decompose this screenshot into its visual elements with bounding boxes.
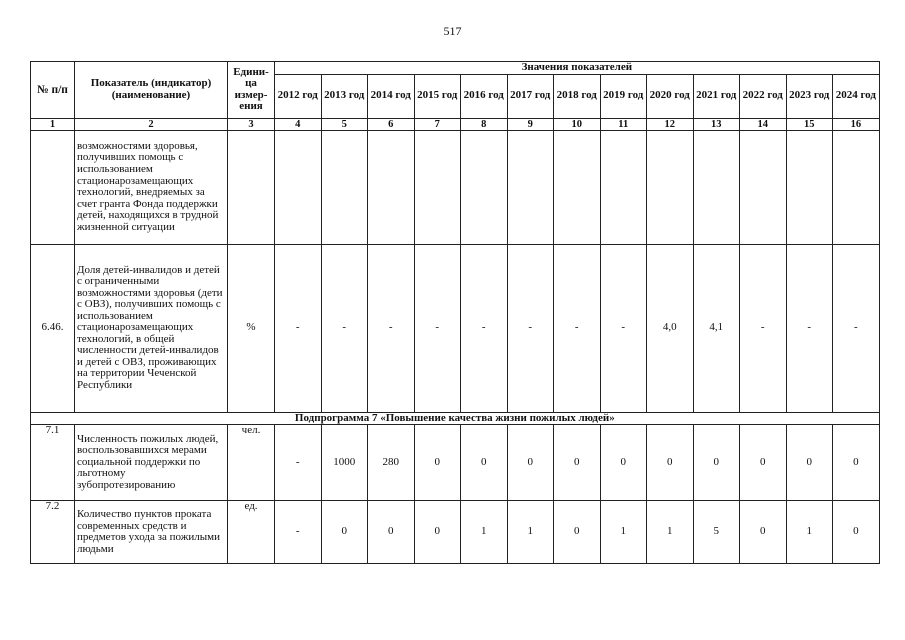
value-cell: -: [321, 244, 368, 412]
header-year: 2017 год: [507, 74, 554, 118]
indicator-name: Численность пожилых людей, воспользовавшихся мерами социальной поддержки по льготному зубопротезированию: [75, 425, 228, 501]
table-row: [31, 425, 880, 501]
value-cell: -: [740, 244, 787, 412]
indicator-name: Количество пунктов проката современных средств и предметов ухода за пожилыми людьми: [75, 501, 228, 564]
value-cell: 0: [833, 501, 880, 564]
column-number: 15: [786, 118, 833, 130]
table-row: [31, 244, 880, 412]
value-cell: -: [507, 244, 554, 412]
value-cell: 280: [368, 425, 415, 501]
value-cell: 1: [507, 501, 554, 564]
header-year: 2022 год: [740, 74, 787, 118]
row-number: 6.46.: [31, 244, 75, 412]
value-cell: 5: [693, 501, 740, 564]
value-cell: -: [600, 244, 647, 412]
header-year: 2020 год: [647, 74, 694, 118]
value-cell: 0: [554, 501, 601, 564]
column-number: 11: [600, 118, 647, 130]
value-cell: 0: [507, 425, 554, 501]
value-cell: 0: [600, 425, 647, 501]
value-cell: 0: [414, 501, 461, 564]
column-number: 3: [228, 118, 275, 130]
column-number: 16: [833, 118, 880, 130]
value-cell: 0: [693, 425, 740, 501]
column-number: 4: [275, 118, 322, 130]
column-number: 7: [414, 118, 461, 130]
header-no: № п/п: [31, 62, 75, 119]
value-cell: -: [833, 244, 880, 412]
value-cell: [693, 130, 740, 244]
value-cell: 4,1: [693, 244, 740, 412]
value-cell: [507, 130, 554, 244]
indicator-name: Доля детей-инвалидов и детей с ограниченными возможностями здоровья (дети с ОВЗ), получивших помощь с использованием стационарозамещающих технологий, в общей численности детей-инвалидов и детей с ОВЗ, проживающих на территории Чеченской Республики: [75, 244, 228, 412]
value-cell: [554, 130, 601, 244]
table-row: [31, 501, 880, 564]
unit-cell: ед.: [228, 501, 275, 564]
column-number-row: [31, 118, 880, 130]
value-cell: 0: [414, 425, 461, 501]
value-cell: 0: [461, 425, 508, 501]
value-cell: -: [368, 244, 415, 412]
value-cell: -: [275, 244, 322, 412]
header-year: 2015 год: [414, 74, 461, 118]
table-row: [31, 130, 880, 244]
row-number: [31, 130, 75, 244]
column-number: 1: [31, 118, 75, 130]
row-number: 7.1: [31, 425, 75, 501]
column-number: 5: [321, 118, 368, 130]
value-cell: -: [414, 244, 461, 412]
value-cell: [275, 130, 322, 244]
value-cell: 1: [461, 501, 508, 564]
value-cell: 0: [554, 425, 601, 501]
header-year: 2024 год: [833, 74, 880, 118]
value-cell: 0: [740, 501, 787, 564]
column-number: 9: [507, 118, 554, 130]
column-number: 6: [368, 118, 415, 130]
value-cell: [461, 130, 508, 244]
indicators-table: [30, 61, 880, 564]
header-unit: Единица измерения: [228, 62, 275, 119]
unit-cell: [228, 130, 275, 244]
value-cell: [740, 130, 787, 244]
value-cell: -: [554, 244, 601, 412]
page-number: 517: [443, 24, 462, 38]
value-cell: [368, 130, 415, 244]
header-year: 2013 год: [321, 74, 368, 118]
value-cell: 0: [647, 425, 694, 501]
subprogram-row: [31, 412, 880, 425]
value-cell: 1: [647, 501, 694, 564]
header-year: 2021 год: [693, 74, 740, 118]
value-cell: [321, 130, 368, 244]
indicator-name: возможностями здоровья, получивших помощь с использованием стационарозамещающих технологий, внедряемых за счет гранта Фонда поддержки детей, находящихся в трудной жизненной ситуации: [75, 130, 228, 244]
header-year: 2016 год: [461, 74, 508, 118]
value-cell: [647, 130, 694, 244]
header-indicator: Показатель (индикатор) (наименование): [75, 62, 228, 119]
header-year: 2014 год: [368, 74, 415, 118]
column-number: 13: [693, 118, 740, 130]
value-cell: 1: [600, 501, 647, 564]
header-values-title: Значения показателей: [275, 62, 880, 75]
value-cell: 0: [321, 501, 368, 564]
value-cell: [600, 130, 647, 244]
subprogram-title: Подпрограмма 7 «Повышение качества жизни пожилых людей»: [31, 412, 880, 425]
value-cell: -: [275, 501, 322, 564]
value-cell: [786, 130, 833, 244]
value-cell: 0: [833, 425, 880, 501]
column-number: 8: [461, 118, 508, 130]
header-year: 2012 год: [275, 74, 322, 118]
header-year: 2019 год: [600, 74, 647, 118]
value-cell: 1: [786, 501, 833, 564]
header-year: 2018 год: [554, 74, 601, 118]
column-number: 10: [554, 118, 601, 130]
value-cell: 0: [786, 425, 833, 501]
value-cell: -: [786, 244, 833, 412]
value-cell: [414, 130, 461, 244]
column-number: 2: [75, 118, 228, 130]
value-cell: 0: [740, 425, 787, 501]
row-number: 7.2: [31, 501, 75, 564]
value-cell: 1000: [321, 425, 368, 501]
value-cell: -: [461, 244, 508, 412]
header-year: 2023 год: [786, 74, 833, 118]
value-cell: 0: [368, 501, 415, 564]
value-cell: 4,0: [647, 244, 694, 412]
header-row-1: [31, 62, 880, 75]
value-cell: [833, 130, 880, 244]
unit-cell: чел.: [228, 425, 275, 501]
column-number: 12: [647, 118, 694, 130]
value-cell: -: [275, 425, 322, 501]
unit-cell: %: [228, 244, 275, 412]
column-number: 14: [740, 118, 787, 130]
